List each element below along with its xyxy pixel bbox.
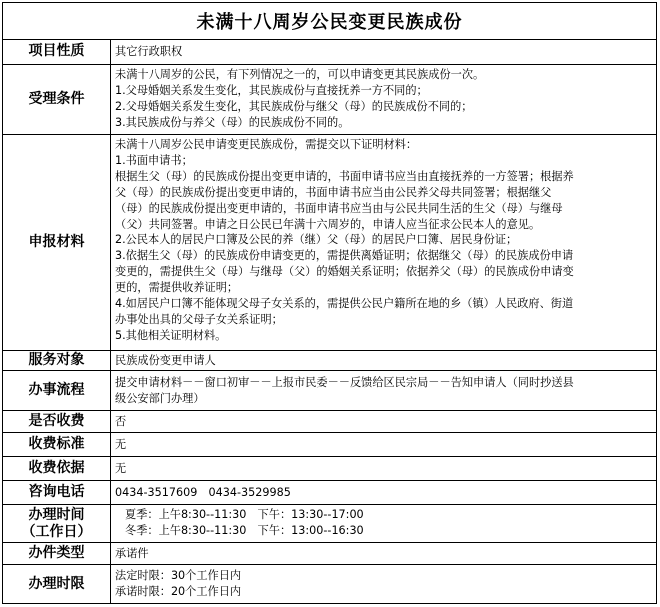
row-label: 申报材料 [3,135,111,350]
row-target [3,351,656,371]
text-line: 父（母）的民族成份提出变更申请的，书面申请书应当由公民养父母共同签署；根据继父 [115,185,552,199]
text-line: 更的，需提供收养证明； [115,281,239,295]
text-line: 5.其他相关证明材料。 [115,328,227,342]
text-line: 3.依据生父（母）的民族成份申请变更的，需提供离婚证明；依据继父（母）的民族成份申请 [115,249,574,263]
row-value: 0434-3517609 0434-3529985 [115,485,291,499]
row-value: 民族成份变更申请人 [115,353,216,367]
row-conditions [3,65,656,135]
text-line: 根据生父（母）的民族成份提出变更申请的，书面申请书应当由直接抚养的一方签署；根据养 [115,169,574,183]
row-nature [3,39,656,65]
text-line: 未满十八周岁公民申请变更民族成份，需提交以下证明材料： [115,138,418,151]
row-label: 办件类型 [3,543,111,564]
row-value: 无 [115,461,127,475]
row-value [111,565,656,603]
row-label: 是否收费 [3,411,111,432]
row-fee-basis [3,457,656,481]
row-hours [3,505,656,543]
row-value: 承诺件 [115,546,149,560]
row-value [111,65,656,134]
row-label: 咨询电话 [3,481,111,504]
row-materials [3,135,656,351]
info-table [2,2,657,604]
page-title: 未满十八周岁公民变更民族成份 [3,3,656,40]
text-line: 冬季：上午8:30--11:30 下午：13:00--16:30 [125,523,364,537]
text-line: 未满十八周岁的公民，有下列情况之一的，可以申请变更其民族成份一次。 [115,68,485,81]
row-process [3,371,656,411]
row-label: 受理条件 [3,65,111,134]
text-line: 2.公民本人的居民户口簿及公民的养（继）父（母）的居民户口簿、居民身份证； [115,233,518,247]
text-line: 提交申请材料－－窗口初审－－上报市民委－－反馈给区民宗局－－告知申请人（同时抄送县 [115,376,574,389]
text-line: （母）的民族成份提出变更申请的，书面申请书应当由与公民共同生活的生父（母）与继母 [115,201,563,215]
row-value [111,135,656,350]
text-line: （父）共同签署。申请之日公民已年满十六周岁的，申请人应当征求公民本人的意见。 [115,217,541,231]
row-fee-flag [3,411,656,433]
row-type [3,543,656,565]
row-label: 收费依据 [3,457,111,480]
text-line: 3.其民族成份与养父（母）的民族成份不同的。 [115,115,350,129]
row-phone [3,481,656,505]
row-value [111,505,656,542]
row-value [111,371,656,410]
text-line: 变更的，需提供生父（母）与继母（父）的婚姻关系证明；依据养父（母）的民族成份申请变 [115,265,574,279]
row-label: 办理时限 [3,565,111,603]
row-value: 其它行政职权 [115,44,183,58]
text-line: 2.父母婚姻关系发生变化，其民族成份与继父（母）的民族成份不同的； [115,99,473,113]
row-label: 项目性质 [3,39,111,64]
row-fee-standard [3,433,656,457]
row-label [3,505,111,542]
text-line: 办事处出具的父母子女关系证明； [115,312,283,326]
row-label: 服务对象 [3,351,111,370]
row-label-line: （工作日） [21,523,92,540]
text-line: 承诺时限：20个工作日内 [115,584,242,598]
row-value: 否 [115,414,127,428]
row-value: 无 [115,437,127,451]
row-time-limit [3,565,656,603]
text-line: 1.书面申请书； [115,153,193,167]
row-label-line: 办理时间 [28,506,85,523]
text-line: 夏季：上午8:30--11:30 下午：13:30--17:00 [125,508,364,521]
row-label: 办事流程 [3,371,111,410]
text-line: 级公安部门办理） [115,391,205,405]
row-label: 收费标准 [3,433,111,456]
text-line: 法定时限：30个工作日内 [115,569,242,582]
text-line: 1.父母婚姻关系发生变化，其民族成份与直接抚养一方不同的； [115,83,428,97]
text-line: 4.如居民户口簿不能体现父母子女关系的，需提供公民户籍所在地的乡（镇）人民政府、街道 [115,297,574,311]
